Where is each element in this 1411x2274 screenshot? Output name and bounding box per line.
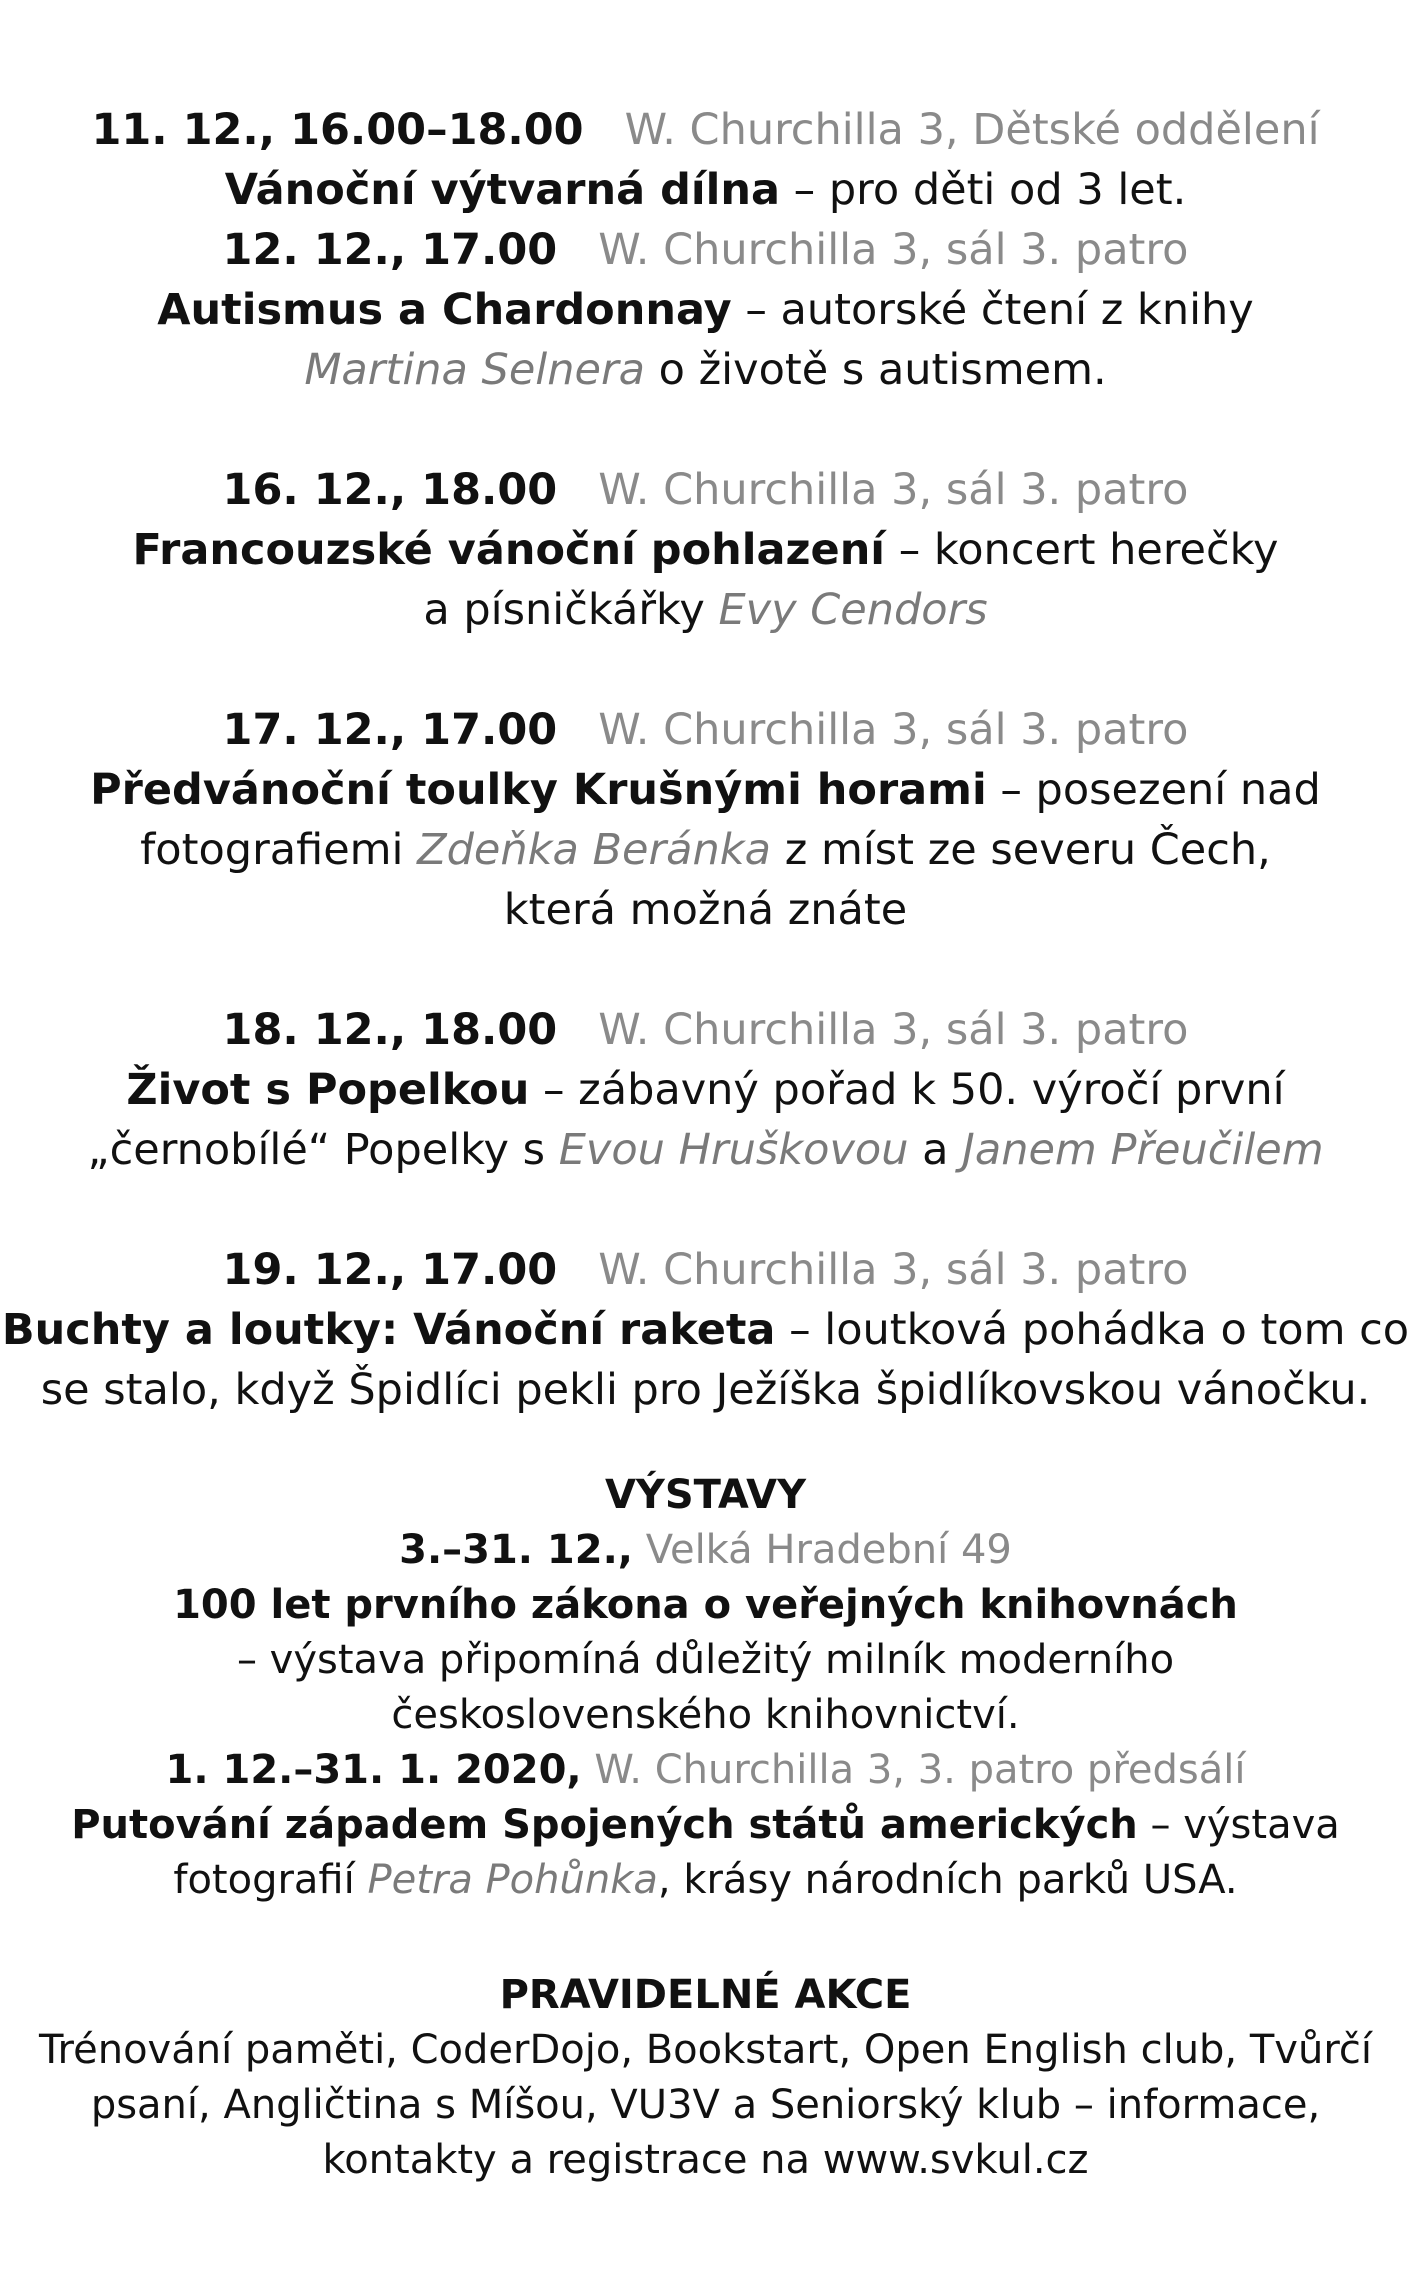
exhibition-1-desc-2: československého knihovnictví. — [391, 1692, 1020, 1738]
event-4-body-2 — [0, 820, 1411, 880]
exhibition-2-desc2-post: , krásy národních parků USA. — [657, 1857, 1238, 1903]
regular-line-2: psaní, Angličtina s Míšou, VU3V a Seniorský klub – informace, — [90, 2082, 1321, 2128]
event-4-desc: – posezení nad — [986, 765, 1321, 815]
event-1-header — [0, 100, 1411, 160]
exhibition-2-body — [0, 1795, 1411, 1855]
event-3-body — [0, 520, 1411, 580]
event-6-header — [0, 1240, 1411, 1300]
event-5-desc: – zábavný pořad k 50. výročí první — [529, 1065, 1285, 1115]
event-2-person: Martina Selnera — [304, 345, 645, 395]
event-6-body-2 — [0, 1360, 1411, 1420]
exhibition-1-date: 3.–31. 12., — [399, 1527, 633, 1573]
exhibition-2-header — [0, 1740, 1411, 1800]
exhibition-2-body-2 — [0, 1850, 1411, 1910]
event-2-desc: – autorské čtení z knihy — [731, 285, 1254, 335]
event-5-datetime: 18. 12., 18.00 — [222, 1005, 558, 1055]
event-3-person: Evy Cendors — [718, 585, 988, 635]
event-4-body — [0, 760, 1411, 820]
exhibition-1-location: Velká Hradební 49 — [632, 1527, 1012, 1573]
event-6-body — [0, 1300, 1411, 1360]
exhibition-2-desc: – výstava — [1137, 1802, 1340, 1848]
event-5-desc2-pre: „černobílé“ Popelky s — [87, 1125, 559, 1175]
event-5-conj: a — [908, 1125, 963, 1175]
event-4-location: W. Churchilla 3, sál 3. patro — [598, 705, 1189, 755]
exhibition-2-date: 1. 12.–31. 1. 2020, — [165, 1747, 582, 1793]
regular-heading: PRAVIDELNÉ AKCE — [499, 1972, 912, 2018]
event-5-body — [0, 1060, 1411, 1120]
event-3-header — [0, 460, 1411, 520]
event-5-body-2 — [0, 1120, 1411, 1180]
event-5-location: W. Churchilla 3, sál 3. patro — [598, 1005, 1189, 1055]
event-5-person: Evou Hruškovou — [558, 1125, 909, 1175]
exhibition-2-desc2-pre: fotografií — [173, 1857, 368, 1903]
event-1-body — [0, 160, 1411, 220]
event-5-title: Život s Popelkou — [126, 1065, 530, 1115]
event-6-title: Buchty a loutky: Vánoční raketa — [1, 1305, 776, 1355]
event-3-location: W. Churchilla 3, sál 3. patro — [598, 465, 1189, 515]
event-5-header — [0, 1000, 1411, 1060]
exhibition-1-desc: – výstava připomíná důležitý milník moderního — [236, 1637, 1175, 1683]
event-2-location: W. Churchilla 3, sál 3. patro — [598, 225, 1189, 275]
event-6-location: W. Churchilla 3, sál 3. patro — [598, 1245, 1189, 1295]
event-2-header — [0, 220, 1411, 280]
event-4-person: Zdeňka Beránka — [417, 825, 772, 875]
exhibition-2-person: Petra Pohůnka — [367, 1857, 658, 1903]
event-6-desc2: se stalo, když Špidlíci pekli pro Ježíška špidlíkovskou vánočku. — [40, 1365, 1371, 1415]
event-2-body — [0, 280, 1411, 340]
event-6-desc: – loutková pohádka o tom co — [775, 1305, 1410, 1355]
event-2-desc2: o životě s autismem. — [644, 345, 1107, 395]
event-4-desc3: která možná znáte — [503, 885, 908, 935]
event-1-datetime: 11. 12., 16.00–18.00 — [91, 105, 584, 155]
event-3-datetime: 16. 12., 18.00 — [222, 465, 558, 515]
event-4-desc2-post: z míst ze severu Čech, — [771, 825, 1271, 875]
event-4-body-3 — [0, 880, 1411, 940]
event-4-desc2-pre: fotografiemi — [140, 825, 418, 875]
event-1-desc: – pro děti od 3 let. — [779, 165, 1187, 215]
event-3-body-2 — [0, 580, 1411, 640]
regular-line-3: kontakty a registrace na www.svkul.cz — [322, 2137, 1089, 2183]
event-1-title: Vánoční výtvarná dílna — [224, 165, 780, 215]
regular-line-1: Trénování paměti, CoderDojo, Bookstart, Open English club, Tvůrčí — [38, 2027, 1372, 2073]
event-2-title: Autismus a Chardonnay — [157, 285, 732, 335]
event-3-desc2: a písničkářky — [423, 585, 719, 635]
event-4-title: Předvánoční toulky Krušnými horami — [90, 765, 987, 815]
event-1-location: W. Churchilla 3, Dětské oddělení — [624, 105, 1320, 155]
exhibition-1-header — [0, 1520, 1411, 1580]
event-5-person-2: Janem Přeučilem — [962, 1125, 1324, 1175]
event-4-datetime: 17. 12., 17.00 — [222, 705, 558, 755]
event-3-desc: – koncert herečky — [885, 525, 1279, 575]
exhibition-2-title: Putování západem Spojených států amerických — [71, 1802, 1138, 1848]
event-4-header — [0, 700, 1411, 760]
event-6-datetime: 19. 12., 17.00 — [222, 1245, 558, 1295]
event-2-body-2 — [0, 340, 1411, 400]
exhibitions-heading: VÝSTAVY — [604, 1472, 807, 1518]
exhibition-2-location: W. Churchilla 3, 3. patro předsálí — [581, 1747, 1246, 1793]
exhibition-1-title: 100 let prvního zákona o veřejných knihovnách — [173, 1582, 1238, 1628]
event-2-datetime: 12. 12., 17.00 — [222, 225, 558, 275]
event-3-title: Francouzské vánoční pohlazení — [132, 525, 886, 575]
